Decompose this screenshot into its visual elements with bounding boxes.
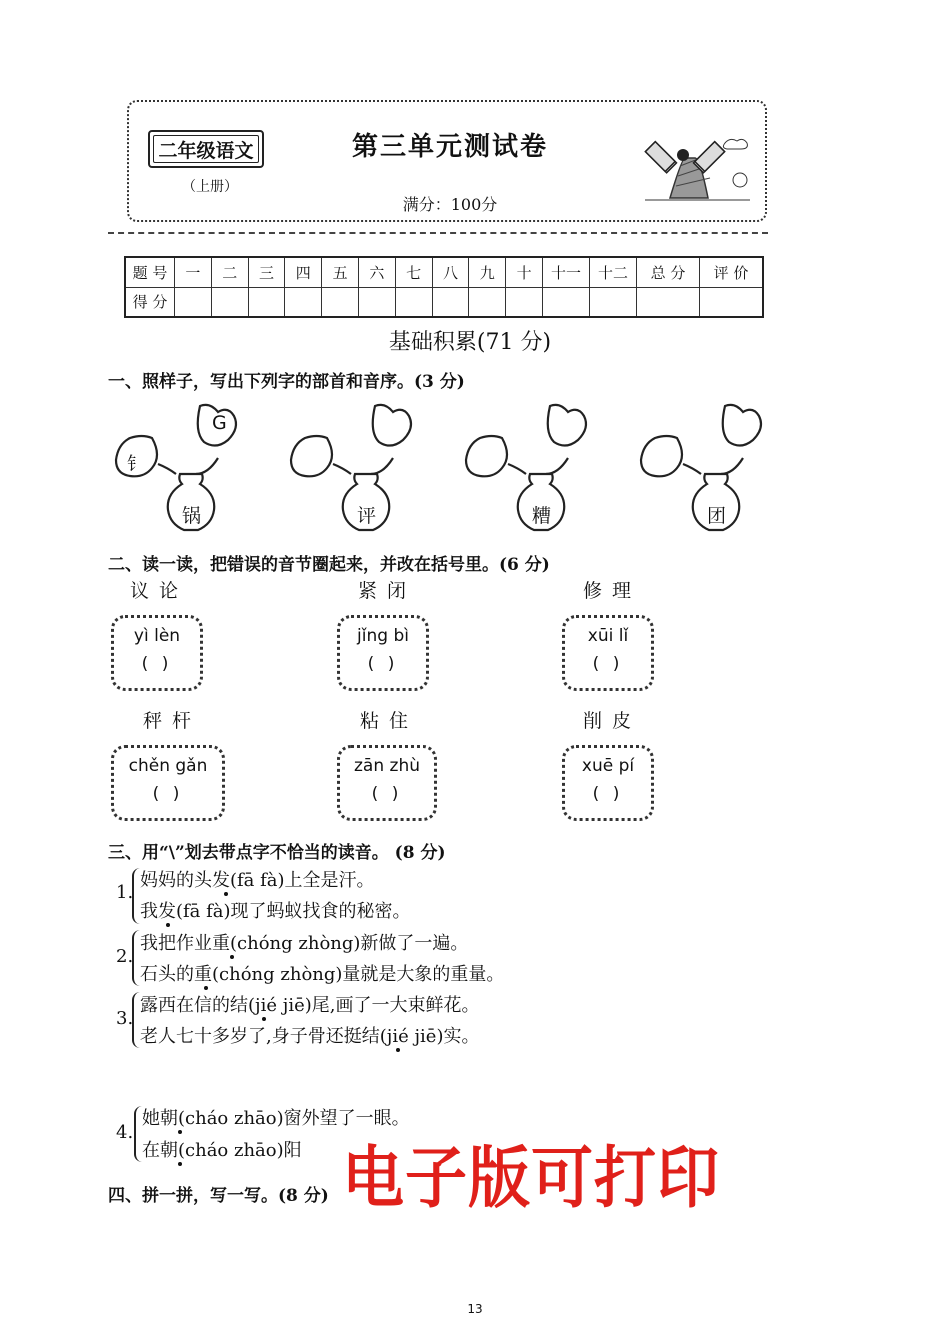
table-row [125,287,763,317]
grade-badge: 二年级语文 [148,130,264,168]
page-number: 13 [467,1302,483,1316]
table-cell: 九 [469,257,506,287]
answer-brackets: ( ) [367,654,399,674]
score-input-cell[interactable] [506,287,543,317]
score-input-cell[interactable] [322,287,359,317]
pinyin-box[interactable] [111,745,225,821]
table-cell: 四 [285,257,322,287]
score-input-cell[interactable] [637,287,700,317]
sentence-line[interactable]: 露西在信的结(jié jiē)尾,画了一大束鲜花。 [140,995,480,1016]
score-input-cell[interactable] [175,287,212,317]
pinyin-box[interactable] [562,615,654,691]
score-input-cell[interactable] [469,287,506,317]
table-cell: 六 [358,257,395,287]
table-cell: 十 [506,257,543,287]
volume-label: （上册） [182,179,238,195]
table-cell: 十一 [543,257,590,287]
table-cell: 题 号 [125,257,175,287]
pinyin-box[interactable] [111,615,203,691]
emphasis-dot [178,1162,182,1166]
table-cell: 七 [395,257,432,287]
full-score: 满分：100分 [402,195,498,214]
answer-brackets: ( ) [141,654,173,674]
emphasis-dot [262,1017,266,1021]
question-3-title: 三、用“\”划去带点字不恰当的读音。 (8 分) [108,843,446,863]
q2-word: 削皮 [583,710,642,732]
emphasis-dot [396,1048,400,1052]
score-input-cell[interactable] [285,287,322,317]
score-input-cell[interactable] [211,287,248,317]
sentence-line[interactable]: 我把作业重(chóng zhòng)新做了一遍。 [140,933,469,954]
sentence-line[interactable]: 老人七十多岁了,身子骨还挺结(jié jiē)实。 [140,1026,480,1047]
emphasis-dot [204,986,208,990]
q2-word: 秤杆 [143,710,202,732]
answer-brackets: ( ) [592,654,624,674]
sentence-line[interactable]: 妈妈的头发(fā fà)上全是汗。 [140,870,375,891]
answer-brackets: ( ) [371,784,403,804]
table-cell: 总 分 [637,257,700,287]
page-title: 第三单元测试卷 [351,132,548,162]
vase-char: 糟 [532,505,552,527]
vase-char: 团 [707,505,727,527]
table-cell: 一 [175,257,212,287]
table-row [125,257,763,287]
table-cell: 三 [248,257,285,287]
item-number: 2. [116,946,134,967]
q2-word: 紧闭 [358,580,417,602]
answer-brackets: ( ) [592,784,624,804]
printable-watermark: 电子版可打印 [342,1138,721,1218]
q2-word: 议论 [130,580,189,602]
sentence-line[interactable]: 她朝(cháo zhāo)窗外望了一眼。 [142,1108,410,1129]
score-input-cell[interactable] [700,287,764,317]
pinyin-text: zān zhù [354,756,420,776]
pinyin-box[interactable] [562,745,654,821]
question-4-title: 四、拼一拼，写一写。(8 分) [108,1186,329,1206]
table-cell: 评 价 [700,257,764,287]
sentence-line[interactable]: 在朝(cháo zhāo)阳 [142,1140,302,1161]
emphasis-dot [166,923,170,927]
score-table [124,256,764,318]
score-input-cell[interactable] [395,287,432,317]
pinyin-text: xūi lǐ [587,626,629,646]
windmill-icon [640,118,755,213]
emphasis-dot [224,892,228,896]
item-number: 3. [116,1008,134,1029]
example-letter: G [212,412,227,434]
pinyin-box[interactable] [337,745,437,821]
table-cell: 五 [322,257,359,287]
pinyin-text: jǐng bì [357,626,409,646]
flower-vase-diagram [108,398,768,538]
emphasis-dot [178,1130,182,1134]
score-input-cell[interactable] [543,287,590,317]
sentence-line[interactable]: 我发(fā fà)现了蚂蚁找食的秘密。 [140,901,411,922]
answer-brackets: ( ) [152,784,184,804]
table-cell: 二 [211,257,248,287]
table-cell: 八 [432,257,469,287]
item-number: 4. [116,1122,134,1143]
pinyin-box[interactable] [337,615,429,691]
score-input-cell[interactable] [358,287,395,317]
score-input-cell[interactable] [590,287,637,317]
item-number: 1. [116,882,134,903]
section-title: 基础积累(71 分) [388,330,552,355]
score-input-cell[interactable] [248,287,285,317]
table-cell: 得 分 [125,287,175,317]
score-input-cell[interactable] [432,287,469,317]
sentence-line[interactable]: 石头的重(chóng zhòng)量就是大象的重量。 [140,964,505,985]
vase-char: 锅 [182,505,202,527]
emphasis-dot [230,955,234,959]
pinyin-text: yì lèn [133,626,181,646]
pinyin-text: xuē pí [581,756,635,776]
question-1-title: 一、照样子，写出下列字的部首和音序。(3 分) [108,372,465,392]
example-radical: 钅 [127,454,145,475]
vase-char: 评 [357,505,377,527]
q2-word: 修理 [583,580,642,602]
table-cell: 十二 [590,257,637,287]
question-2-title: 二、读一读，把错误的音节圈起来，并改在括号里。(6 分) [108,555,550,575]
dashed-separator [108,232,768,234]
q2-word: 粘住 [360,710,419,732]
pinyin-text: chěn gǎn [128,756,208,776]
